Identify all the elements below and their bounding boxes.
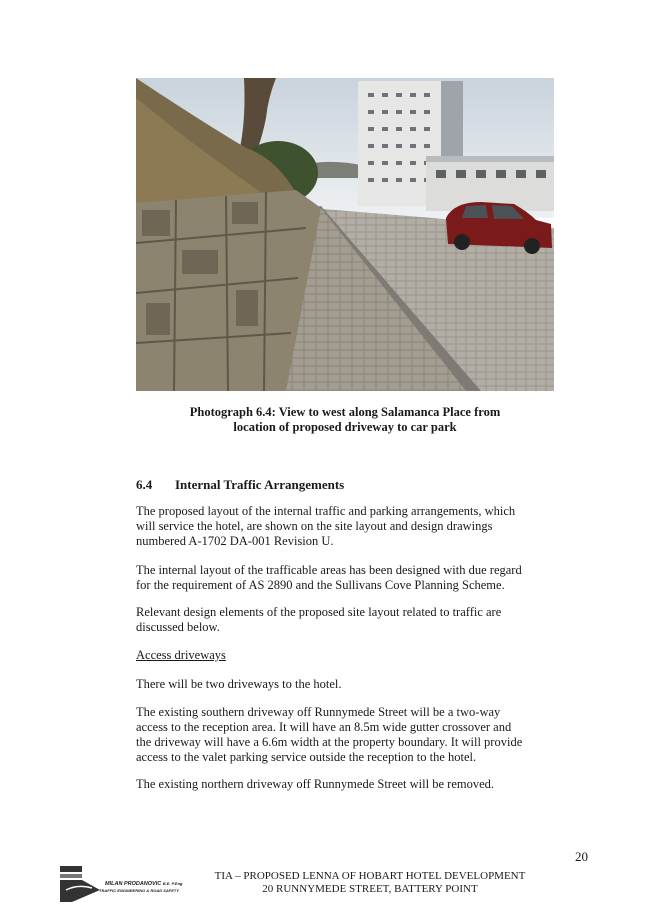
paragraph-northern-driveway [136, 777, 556, 792]
caption-line-2: location of proposed driveway to car park [233, 420, 457, 434]
section-number: 6.4 [136, 477, 153, 492]
street-photograph [136, 78, 554, 391]
text-line: The existing southern driveway off Runnymede Street will be a two-way [136, 705, 501, 719]
subheading-text: Access driveways [136, 648, 226, 662]
footer-line-1: TIA – PROPOSED LENNA OF HOBART HOTEL DEVELOPMENT [214, 870, 526, 882]
text-line: will service the hotel, are shown on the site layout and design drawings [136, 519, 493, 533]
text-line: access to the valet parking service outside the reception to the hotel. [136, 750, 477, 764]
page-footer [200, 870, 540, 896]
paragraph-southern-driveway [136, 705, 556, 765]
photo-caption [136, 405, 554, 435]
text-line: The proposed layout of the internal traffic and parking arrangements, which [136, 504, 516, 518]
paragraph-design-elements [136, 605, 556, 635]
subheading-access-driveways [136, 648, 556, 663]
section-heading [136, 477, 344, 493]
page-number: 20 [575, 849, 588, 864]
section-title: Internal Traffic Arrangements [175, 477, 345, 492]
text-line: The existing northern driveway off Runnymede Street will be removed. [136, 777, 495, 791]
caption-line-1: Photograph 6.4: View to west along Salamanca Place from [189, 405, 501, 419]
text-line: the driveway will have a 6.6m width at the property boundary. It will provide [136, 735, 523, 749]
text-line: The internal layout of the trafficable areas has been designed with due regard [136, 563, 522, 577]
logo-tagline: TRAFFIC ENGINEERING & ROAD SAFETY [99, 888, 180, 893]
text-line: numbered A-1702 DA-001 Revision U. [136, 534, 334, 548]
text-line: discussed below. [136, 620, 220, 634]
paragraph-layout [136, 504, 556, 549]
text-line: There will be two driveways to the hotel. [136, 677, 342, 691]
paragraph-two-driveways [136, 677, 556, 692]
street-photo-illustration [136, 78, 554, 391]
text-line: access to the reception area. It will have an 8.5m wide gutter crossover and [136, 720, 512, 734]
text-line: for the requirement of AS 2890 and the Sullivans Cove Planning Scheme. [136, 578, 505, 592]
paragraph-internal-layout [136, 563, 556, 593]
text-line: Relevant design elements of the proposed site layout related to traffic are [136, 605, 502, 619]
footer-line-2: 20 RUNNYMEDE STREET, BATTERY POINT [262, 883, 478, 895]
logo-name: MILAN PRODANOVIC B.E. P.Eng [105, 881, 183, 887]
